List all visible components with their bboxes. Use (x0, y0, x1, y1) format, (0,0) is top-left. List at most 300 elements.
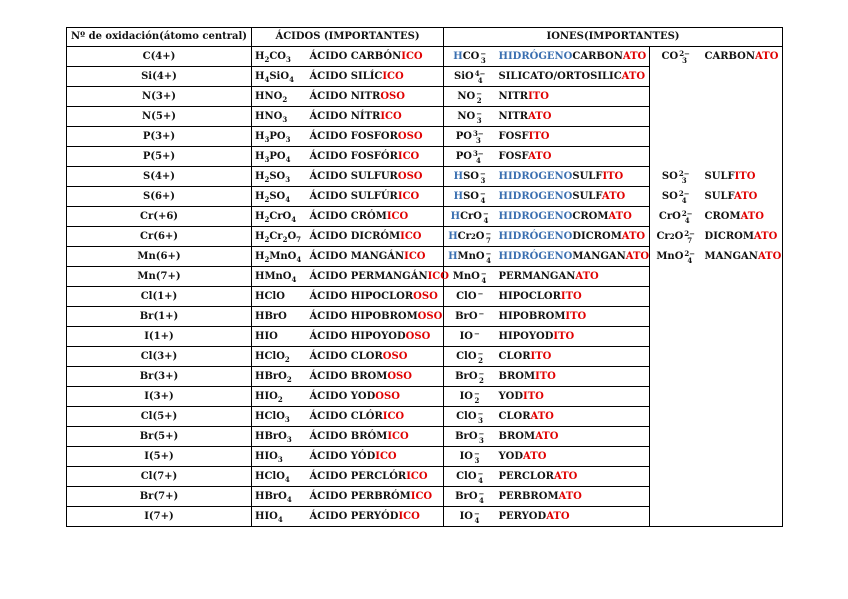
acid-name-suffix: OSO (397, 131, 423, 142)
ion-formula (455, 307, 484, 326)
ion2-formula-cell (650, 247, 702, 267)
count: 2 (479, 375, 484, 385)
charge: 2− (684, 228, 696, 238)
formula-part: H (255, 131, 265, 142)
table-row (67, 387, 783, 407)
formula-part: H (255, 171, 265, 182)
ion-name-prefix: HIDROGENO (498, 171, 573, 182)
acid-name-suffix: ICO (397, 151, 420, 162)
ion-name (496, 187, 650, 207)
ion-formula (662, 167, 690, 186)
acid-formula (252, 67, 307, 87)
ion-charge (478, 410, 484, 424)
subscript: 3 (264, 135, 270, 144)
ion2-name-suffix: ATO (740, 211, 764, 222)
count: 4 (681, 195, 687, 205)
table-row (67, 407, 783, 427)
oxidation-state: S(6+) (67, 187, 252, 207)
ion-base: SO (463, 191, 480, 202)
header-oxidation: Nº de oxidación(átomo central) (67, 28, 252, 47)
acid-name (307, 287, 444, 307)
ion2-formula-cell (650, 267, 702, 287)
ion-base: IO (459, 331, 474, 342)
oxidation-state: N(5+) (67, 107, 252, 127)
formula-part: SO (269, 191, 286, 202)
ion-formula (455, 487, 484, 506)
oxidation-state: P(5+) (67, 147, 252, 167)
acid-name (307, 307, 444, 327)
count: 3 (682, 55, 688, 65)
count: 4 (687, 255, 693, 265)
acid-formula (252, 227, 307, 247)
formula-part: PO (269, 151, 286, 162)
ion-charge (475, 70, 486, 84)
ion-name-suffix: ATO (575, 271, 599, 282)
subscript: 2 (264, 235, 270, 244)
ion-formula-cell (444, 367, 496, 387)
ion-name-suffix: ITO (523, 391, 544, 402)
ion-name-suffix: ITO (553, 331, 575, 342)
formula-part: PO (269, 131, 286, 142)
ion2-name (702, 247, 783, 267)
ion-formula (454, 67, 485, 86)
charge: − (474, 328, 480, 338)
ion-formula (457, 107, 482, 126)
acid-formula (252, 427, 307, 447)
table-row (67, 47, 783, 67)
oxidation-table (66, 27, 783, 527)
count: 4 (474, 515, 480, 525)
ion-formula-cell (444, 207, 496, 227)
table-row (67, 127, 783, 147)
ion-name (496, 207, 650, 227)
acid-name (307, 347, 444, 367)
ion2-name-root: SULF (704, 191, 735, 202)
acid-name (307, 507, 444, 527)
subscript: 4 (291, 215, 297, 224)
acid-name-root: ÁCIDO HIPOBROM (309, 311, 418, 322)
ion2-formula-cell (650, 447, 702, 467)
ion-formula-cell (444, 387, 496, 407)
ion2-name (702, 127, 783, 147)
oxidation-state: Si(4+) (67, 67, 252, 87)
charge: 3− (473, 148, 484, 158)
acid-name (307, 67, 444, 87)
acid-name (307, 167, 444, 187)
charge: − (477, 468, 484, 478)
ion-prefix: H (448, 231, 458, 242)
acid-name-root: ÁCIDO FOSFÓR (309, 151, 398, 162)
subscript: 2 (286, 375, 292, 384)
ion-formula (455, 367, 484, 386)
ion-charge (474, 390, 480, 404)
table-row (67, 487, 783, 507)
ion-formula (456, 467, 483, 486)
ion-name (496, 87, 650, 107)
acid-name-root: ÁCIDO CLOR (309, 351, 383, 362)
subscript: 2 (277, 395, 283, 404)
formula-part: SiO (269, 71, 290, 82)
oxidation-state: C(4+) (67, 47, 252, 67)
ion-charge (473, 130, 484, 144)
ion-formula (456, 287, 483, 306)
ion-charge (682, 210, 693, 224)
ion-formula (448, 247, 491, 266)
count: 4 (481, 275, 487, 285)
ion-formula (453, 47, 486, 66)
ion-base: ClO (456, 291, 477, 302)
ion-base: ClO (456, 351, 477, 362)
oxidation-state: Br(5+) (67, 427, 252, 447)
ion-formula: Cr 2 O 2− 7 (656, 228, 696, 245)
acid-name-root: ÁCIDO PERMANGÁN (309, 271, 428, 282)
acid-formula (252, 127, 307, 147)
ion-formula-cell (444, 467, 496, 487)
ion-name (496, 227, 650, 247)
oxidation-state: Cl(1+) (67, 287, 252, 307)
ion-name (496, 67, 650, 87)
acid-name-suffix: ICO (382, 411, 405, 422)
subscript: 3 (285, 135, 291, 144)
acid-name-suffix: ICO (386, 211, 409, 222)
ion-base: SiO (454, 71, 474, 82)
charge: − (485, 248, 492, 258)
ion-name-root: BROM (498, 371, 536, 382)
ion-name-prefix: HIDROGENO (498, 191, 573, 202)
acid-name (307, 187, 444, 207)
charge: − (476, 108, 483, 118)
acid-name (307, 367, 444, 387)
ion-name-prefix: HIDROGENO (498, 211, 573, 222)
ion-name-root: SULF (572, 171, 603, 182)
oxidation-state: Br(1+) (67, 307, 252, 327)
acid-name-root: ÁCIDO BRÓM (309, 431, 388, 442)
ion-name (496, 167, 650, 187)
charge: 2− (681, 208, 693, 218)
ion-base: MnO (656, 251, 684, 262)
ion-charge (479, 430, 485, 444)
ion-name-root: CLOR (498, 351, 531, 362)
ion2-formula-cell (650, 487, 702, 507)
ion2-name (702, 107, 783, 127)
acid-name-suffix: OSO (380, 91, 405, 102)
ion-name-suffix: ATO (546, 511, 570, 522)
subscript: 4 (284, 475, 290, 484)
count (478, 297, 484, 304)
acid-name (307, 427, 444, 447)
oxidation-state: Cr(+6) (67, 207, 252, 227)
count: 7 (485, 235, 491, 245)
ion-formula-cell (444, 107, 496, 127)
acid-name-root: ÁCIDO PERYÓD (309, 511, 399, 522)
acid-name-root: ÁCIDO FOSFOR (309, 131, 398, 142)
ion2-name (702, 447, 783, 467)
ion-formula-cell (444, 427, 496, 447)
acid-name-suffix: ICO (404, 251, 426, 262)
ion-name-root: PERMANGAN (498, 271, 576, 282)
acid-name (307, 407, 444, 427)
table-row (67, 147, 783, 167)
ion-name-suffix: ITO (535, 371, 556, 382)
charge: 2− (678, 188, 690, 198)
table-header (67, 28, 783, 47)
ion-name-suffix: ATO (621, 71, 646, 82)
formula-part: HIO (255, 331, 278, 342)
count: 7 (687, 235, 693, 245)
ion2-formula-cell (650, 287, 702, 307)
table-row (67, 187, 783, 207)
acid-name (307, 387, 444, 407)
count: 2 (474, 395, 480, 405)
ion-name-suffix: ATO (535, 431, 559, 442)
acid-name-suffix: ICO (400, 231, 422, 242)
acid-name-root: ÁCIDO HIPOCLOR (309, 291, 414, 302)
acid-name-suffix: ICO (406, 471, 428, 482)
acid-formula (252, 447, 307, 467)
subscript: 4 (264, 75, 270, 84)
acid-formula (252, 267, 307, 287)
ion-charge (476, 110, 482, 124)
oxidation-state: Cl(7+) (67, 467, 252, 487)
subscript: 4 (286, 495, 292, 504)
ion-name-suffix: ITO (530, 351, 552, 362)
ion-name (496, 287, 650, 307)
ion-name (496, 347, 650, 367)
subscript: 2 (282, 235, 288, 244)
ion-name-suffix: ATO (625, 251, 650, 262)
count: 4 (479, 495, 484, 505)
ion-formula-cell (444, 487, 496, 507)
count: 3 (474, 455, 480, 465)
ion-formula (456, 127, 484, 146)
acid-name (307, 327, 444, 347)
charge: − (480, 48, 487, 58)
charge: − (480, 268, 487, 278)
ion2-formula-cell (650, 67, 702, 87)
charge: − (478, 428, 485, 438)
ion-name-root: HIPOBROM (498, 311, 566, 322)
ion-name-suffix: ATO (528, 151, 552, 162)
acid-name-suffix: ICO (387, 431, 409, 442)
formula-part: H (255, 151, 265, 162)
acid-name-root: ÁCIDO DICRÓM (309, 231, 401, 242)
ion-formula (460, 447, 480, 466)
ion2-name (702, 87, 783, 107)
ion2-formula-cell (650, 167, 702, 187)
acid-name-root: ÁCIDO NÍTR (309, 111, 381, 122)
formula-part: HIO (255, 451, 278, 462)
acid-name-suffix: OSO (382, 351, 408, 362)
oxidation-state: Cr(6+) (67, 227, 252, 247)
table-row (67, 447, 783, 467)
ion-formula-cell (444, 187, 496, 207)
acid-name-root: ÁCIDO SULFUR (309, 171, 398, 182)
ion-name-suffix: ATO (528, 111, 552, 122)
ion2-name (702, 327, 783, 347)
ion-base: PO (455, 131, 472, 142)
formula-part: H (255, 211, 265, 222)
acid-formula (252, 347, 307, 367)
ion-formula-cell (444, 267, 496, 287)
ion-base: PO (455, 151, 472, 162)
ion-formula-cell (444, 447, 496, 467)
acid-name (307, 127, 444, 147)
ion-name (496, 267, 650, 287)
header-ions: IONES(IMPORTANTES) (444, 28, 783, 47)
charge: − (485, 228, 492, 238)
ion2-formula-cell (650, 47, 702, 67)
oxidation-state: I(5+) (67, 447, 252, 467)
ion-charge (474, 450, 480, 464)
ion-formula (460, 387, 480, 406)
charge: 2− (684, 248, 696, 258)
acid-name-suffix: ICO (427, 271, 449, 282)
ion-formula (456, 407, 483, 426)
acid-name-root: ÁCIDO PERBRÓM (309, 491, 411, 502)
ion2-formula-cell (650, 307, 702, 327)
acid-formula (252, 147, 307, 167)
ion-base: ClO (456, 411, 477, 422)
formula-part: HClO (255, 291, 285, 302)
ion-charge (679, 190, 690, 204)
formula-part: O (287, 231, 297, 242)
oxidation-state: P(3+) (67, 127, 252, 147)
acid-name (307, 207, 444, 227)
formula-part: HBrO (255, 431, 287, 442)
ion-name (496, 367, 650, 387)
ion-name (496, 327, 650, 347)
ion-charge (480, 50, 486, 64)
acid-name (307, 247, 444, 267)
table-row (67, 427, 783, 447)
ion-formula-cell (444, 287, 496, 307)
ion2-name (702, 227, 783, 247)
formula-part: SO (269, 171, 286, 182)
acid-formula (252, 327, 307, 347)
ion2-formula-cell (650, 187, 702, 207)
ion-formula (453, 267, 487, 286)
count: 2 (478, 355, 483, 365)
ion2-formula-cell (650, 387, 702, 407)
ion-formula-cell (444, 307, 496, 327)
count: 4 (478, 475, 483, 485)
ion-base: MnO (457, 251, 485, 262)
ion-name (496, 247, 650, 267)
table-row (67, 227, 783, 247)
ion2-name (702, 427, 783, 447)
acid-name-root: ÁCIDO CLÓR (309, 411, 383, 422)
ion-name-root: FOSF (498, 131, 529, 142)
formula-part: CO (269, 51, 286, 62)
formula-part: HClO (255, 411, 285, 422)
acid-formula (252, 467, 307, 487)
ion-base: SO (661, 191, 678, 202)
ion-charge (479, 310, 485, 324)
table-row (67, 67, 783, 87)
oxidation-state: Cl(3+) (67, 347, 252, 367)
formula-part: HNO (255, 91, 283, 102)
acid-name (307, 47, 444, 67)
acid-name-suffix: ICO (401, 51, 423, 62)
ion-prefix: H (453, 191, 464, 202)
subscript: 2 (264, 255, 270, 264)
header-acids: ÁCIDOS (IMPORTANTES) (252, 28, 444, 47)
ion2-name (702, 347, 783, 367)
acid-name-suffix: OSO (413, 291, 438, 302)
ion-name-suffix: ITO (560, 291, 582, 302)
oxidation-state: Cl(5+) (67, 407, 252, 427)
acid-name (307, 467, 444, 487)
ion-formula (457, 87, 482, 106)
oxidation-state: S(4+) (67, 167, 252, 187)
ion-name-root: PERYOD (498, 511, 547, 522)
ion-name-suffix: ITO (528, 131, 550, 142)
count: 4 (475, 155, 481, 165)
ion-name-root: YOD (498, 391, 524, 402)
charge: 2− (678, 168, 690, 178)
ion-name (496, 507, 650, 527)
count: 3 (681, 175, 687, 185)
subscript: 3 (284, 415, 290, 424)
acid-name-root: ÁCIDO CRÓM (309, 211, 387, 222)
acid-name (307, 87, 444, 107)
ion-formula-cell (444, 327, 496, 347)
count: 3 (475, 135, 481, 145)
ion-charge (476, 90, 482, 104)
ion-charge (474, 510, 480, 524)
ion-name (496, 387, 650, 407)
ion-base: SO (463, 171, 480, 182)
ion-charge (480, 190, 486, 204)
ion-name (496, 487, 650, 507)
acid-name-root: ÁCIDO NITR (309, 91, 381, 102)
formula-part: HClO (255, 471, 285, 482)
ion-name (496, 307, 650, 327)
ion-base: CO (661, 51, 679, 63)
ion-charge (679, 170, 690, 184)
charge: − (477, 288, 484, 298)
subscript: 4 (291, 275, 297, 284)
table-row (67, 87, 783, 107)
ion-charge (485, 230, 491, 244)
subscript: 3 (285, 175, 291, 184)
ion-formula: H Cr 2 O − 7 (448, 228, 492, 245)
ion-charge (480, 170, 486, 184)
formula-part: CrO (269, 211, 292, 222)
acid-name-suffix: ICO (410, 491, 433, 502)
ion2-formula-cell (650, 467, 702, 487)
oxidation-state: Br(3+) (67, 367, 252, 387)
ion2-name (702, 147, 783, 167)
ion2-formula-cell (650, 427, 702, 447)
count: 3 (476, 115, 482, 125)
ion2-formula-cell (650, 507, 702, 527)
subscript: 3 (282, 115, 288, 124)
subscript: 2 (264, 175, 270, 184)
ion-name (496, 427, 650, 447)
ion-base: IO (459, 511, 474, 522)
ion-charge (486, 250, 492, 264)
count (479, 317, 485, 324)
acid-name-root: ÁCIDO BROM (309, 371, 388, 382)
ion-formula-cell (444, 507, 496, 527)
ion2-name-root: DICROM (704, 231, 754, 242)
acid-name-root: ÁCIDO CARBÓN (309, 51, 402, 62)
ion-charge (483, 210, 489, 224)
ion-name-prefix: HIDRÓGENO (498, 231, 573, 242)
ion-formula (659, 207, 693, 226)
acid-formula (252, 367, 307, 387)
